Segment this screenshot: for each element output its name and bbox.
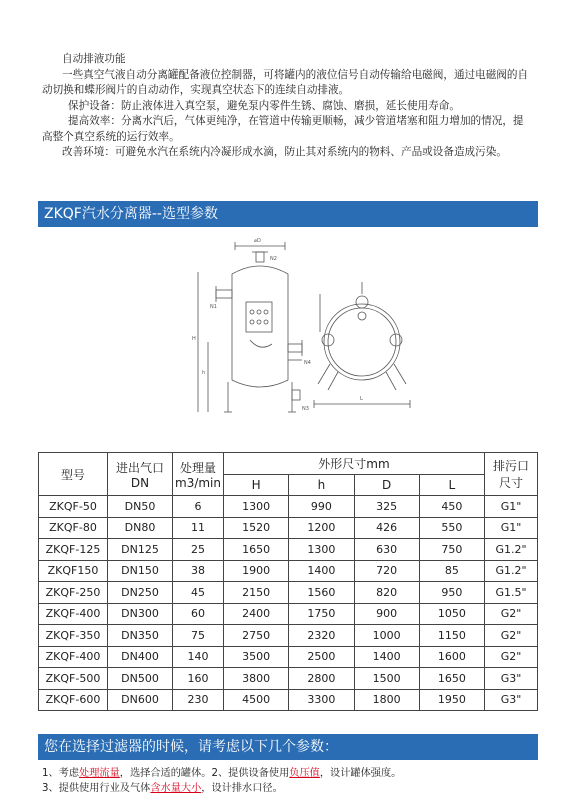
table-cell: G2": [485, 625, 538, 647]
table-cell: G1.2": [485, 539, 538, 561]
col-capacity: 处理量 m3/min: [173, 453, 224, 496]
table-cell: 1750: [289, 603, 354, 625]
table-cell: 1150: [419, 625, 484, 647]
table-cell: ZKQF-50: [39, 496, 108, 518]
requirements-line-2: 3、提供使用行业及气体含水量大小，设计排水口径。: [42, 783, 283, 794]
table-cell: DN50: [108, 496, 173, 518]
intro-para-efficiency: 提高效率：分离水汽后，气体更纯净，在管道中传输更顺畅，减少管道堵塞和阻力增加的情况，提高整个真空系统的运行效率。: [42, 115, 524, 143]
table-cell: 1950: [419, 689, 484, 711]
table-cell: 38: [173, 560, 224, 582]
intro-para-environment: 改善环境：可避免水汽在系统内冷凝形成水滴，防止其对系统内的物料、产品或设备造成污染。: [62, 146, 507, 158]
table-cell: 2500: [289, 646, 354, 668]
col-drain: 排污口 尺寸: [485, 453, 538, 496]
table-cell: G3": [485, 668, 538, 690]
col-D: D: [354, 474, 419, 496]
table-cell: DN125: [108, 539, 173, 561]
separator-drawing: [180, 232, 420, 420]
table-cell: 25: [173, 539, 224, 561]
spec-table-body: [39, 496, 538, 711]
table-cell: DN600: [108, 689, 173, 711]
table-cell: ZKQF-500: [39, 668, 108, 690]
table-cell: 1300: [224, 496, 289, 518]
intro-heading: 自动排液功能: [62, 53, 126, 65]
table-cell: 45: [173, 582, 224, 604]
table-cell: 990: [289, 496, 354, 518]
table-cell: 720: [354, 560, 419, 582]
table-row: [39, 539, 538, 561]
table-cell: 750: [419, 539, 484, 561]
table-cell: 85: [419, 560, 484, 582]
table-cell: G2": [485, 603, 538, 625]
table-row: [39, 603, 538, 625]
table-cell: 1520: [224, 517, 289, 539]
label-n3: N3: [302, 406, 309, 412]
highlight-pressure: 负压值: [289, 768, 320, 779]
table-cell: 1300: [289, 539, 354, 561]
table-cell: 1800: [354, 689, 419, 711]
table-cell: DN150: [108, 560, 173, 582]
table-cell: 160: [173, 668, 224, 690]
table-header-row: [39, 453, 538, 475]
table-cell: ZKQF-350: [39, 625, 108, 647]
table-cell: G1.5": [485, 582, 538, 604]
table-cell: ZKQF150: [39, 560, 108, 582]
table-cell: 75: [173, 625, 224, 647]
table-cell: ZKQF-80: [39, 517, 108, 539]
table-cell: 550: [419, 517, 484, 539]
section-title-considerations: 您在选择过滤器的时候，请考虑以下几个参数：: [38, 734, 538, 760]
section-title-selection-params: ZKQF汽水分离器--选型参数: [38, 201, 538, 227]
table-cell: 3500: [224, 646, 289, 668]
table-cell: DN500: [108, 668, 173, 690]
table-cell: G1.2": [485, 560, 538, 582]
table-row: [39, 689, 538, 711]
table-cell: G1": [485, 496, 538, 518]
table-cell: 2400: [224, 603, 289, 625]
table-cell: 450: [419, 496, 484, 518]
table-cell: 4500: [224, 689, 289, 711]
table-cell: 1200: [289, 517, 354, 539]
table-row: [39, 646, 538, 668]
table-cell: G1": [485, 517, 538, 539]
table-cell: 1400: [289, 560, 354, 582]
table-cell: 1560: [289, 582, 354, 604]
table-cell: 630: [354, 539, 419, 561]
col-model: 型号: [39, 453, 108, 496]
table-cell: 2150: [224, 582, 289, 604]
table-cell: 1500: [354, 668, 419, 690]
highlight-flow: 处理流量: [79, 768, 120, 779]
intro-para-protect: 保护设备：防止液体进入真空泵，避免泵内零件生锈、腐蚀、磨损，延长使用寿命。: [68, 99, 460, 112]
requirements-line-1: 1、考虑处理流量，选择合适的罐体。2、提供设备使用负压值，设计罐体强度。: [42, 768, 402, 779]
table-cell: DN350: [108, 625, 173, 647]
table-cell: 1050: [419, 603, 484, 625]
table-row: [39, 625, 538, 647]
table-cell: 6: [173, 496, 224, 518]
table-cell: G2": [485, 646, 538, 668]
table-cell: 1900: [224, 560, 289, 582]
intro-para-auto-drain: 一些真空气液自动分离罐配备液位控制器，可将罐内的液位信号自动传输给电磁阀，通过电磁阀的自动切换和蝶形阀片的自动动作，实现真空状态下的连续自动排液。: [42, 68, 529, 96]
table-cell: 900: [354, 603, 419, 625]
table-cell: DN80: [108, 517, 173, 539]
label-n4: N4: [304, 360, 311, 366]
col-inlet: 进出气口 DN: [108, 453, 173, 496]
table-cell: G3": [485, 689, 538, 711]
table-cell: 1600: [419, 646, 484, 668]
table-cell: 2750: [224, 625, 289, 647]
table-cell: ZKQF-250: [39, 582, 108, 604]
label-n2: N2: [270, 256, 277, 262]
table-cell: DN400: [108, 646, 173, 668]
label-H: H: [192, 336, 196, 342]
table-cell: 2800: [289, 668, 354, 690]
intro-text: [42, 52, 534, 161]
table-row: [39, 496, 538, 518]
table-cell: 325: [354, 496, 419, 518]
table-cell: ZKQF-400: [39, 646, 108, 668]
table-cell: 2320: [289, 625, 354, 647]
table-row: [39, 517, 538, 539]
table-cell: ZKQF-125: [39, 539, 108, 561]
col-dims: 外形尺寸mm: [224, 453, 485, 475]
table-cell: ZKQF-600: [39, 689, 108, 711]
highlight-water-content: 含水量大小: [150, 783, 202, 794]
table-cell: DN300: [108, 603, 173, 625]
col-h: h: [289, 474, 354, 496]
table-cell: 3300: [289, 689, 354, 711]
label-h: h: [202, 370, 206, 376]
col-L: L: [419, 474, 484, 496]
table-cell: 11: [173, 517, 224, 539]
table-cell: 3800: [224, 668, 289, 690]
table-cell: 230: [173, 689, 224, 711]
col-H: H: [224, 474, 289, 496]
table-cell: 1000: [354, 625, 419, 647]
table-row: [39, 560, 538, 582]
label-L: L: [360, 396, 363, 402]
requirements-text: [42, 766, 536, 796]
table-cell: 1650: [419, 668, 484, 690]
table-cell: 426: [354, 517, 419, 539]
table-cell: 950: [419, 582, 484, 604]
label-diameter: ⌀D: [254, 238, 261, 244]
table-row: [39, 668, 538, 690]
table-cell: DN250: [108, 582, 173, 604]
table-cell: ZKQF-400: [39, 603, 108, 625]
table-cell: 1400: [354, 646, 419, 668]
table-row: [39, 582, 538, 604]
table-cell: 140: [173, 646, 224, 668]
spec-table: [38, 452, 538, 711]
label-n1: N1: [210, 304, 217, 310]
table-cell: 820: [354, 582, 419, 604]
table-cell: 1650: [224, 539, 289, 561]
table-cell: 60: [173, 603, 224, 625]
